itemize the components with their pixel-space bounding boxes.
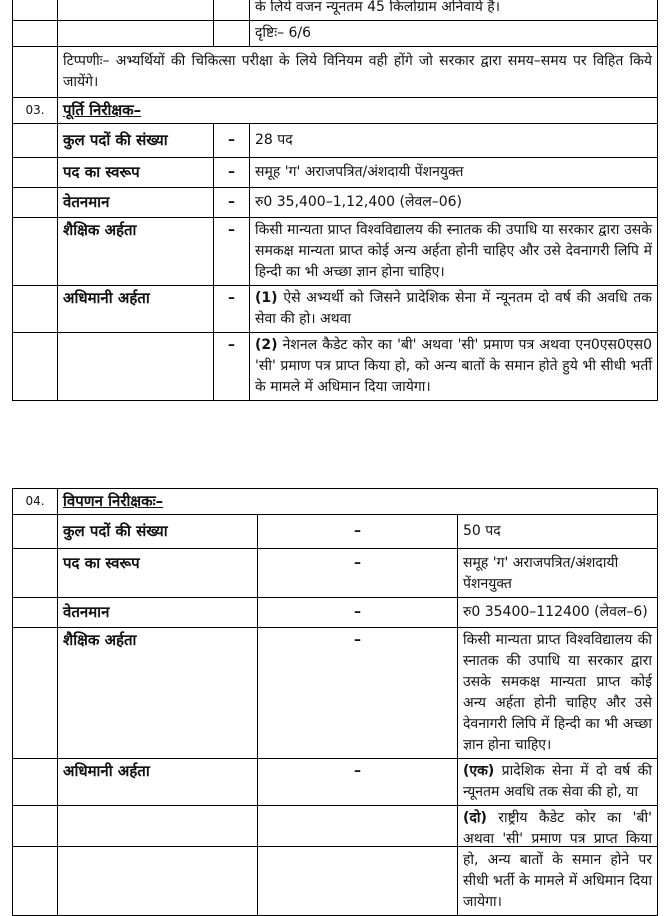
- pref-2-text: राष्ट्रीय कैडेट कोर का 'बी' अथवा 'सी' प्रमाण पत्र प्राप्त किया हो, अन्य बातों के समान होने पर सीधी भर्ती के मामले में अधिमान दिया जायेगा।: [463, 810, 653, 910]
- pref-label: अधिमानी अर्हता: [58, 286, 214, 333]
- edu-value: किसी मान्यता प्राप्त विश्वविद्यालय की स्नातक की उपाधि या सरकार द्वारा उसके समकक्ष मान्यता प्राप्त कोई अन्य अर्हता होनी चाहिए और उसे देवनागरी लिपि में हिन्दी का भी अच्छा ज्ञान होना चाहिए।: [250, 218, 658, 286]
- nature-row: [13, 158, 658, 188]
- pay-label: वेतनमान: [58, 598, 258, 628]
- dash: –: [214, 124, 250, 158]
- pay-row: [13, 598, 658, 628]
- pref-2-text: नेशनल कैडेट कोर का 'बी' अथवा 'सी' प्रमाण पत्र अथवा एन0एस0एस0 'सी' प्रमाण पत्र प्राप्त किया हो, को अन्य बातों के समान होते हुये भी सीधी भर्ती के मामले में अधिमान दिया जायेगा।: [255, 337, 652, 395]
- section-title: पूर्ति निरीक्षक–: [58, 98, 658, 124]
- weight-text: के लिये वजन न्यूनतम 45 किलोग्राम अनिवार्य है।: [250, 0, 658, 21]
- pref-1-text: ऐसे अभ्यर्थी को जिसने प्रादेशिक सेना में न्यूनतम दो वर्ष की अवधि तक सेवा की हो। अथवा: [255, 290, 652, 327]
- dash: –: [214, 286, 250, 333]
- posts-value: 50 पद: [458, 515, 658, 549]
- posts-value: 28 पद: [250, 124, 658, 158]
- pay-label: वेतनमान: [58, 188, 214, 218]
- posts-label: कुल पदों की संख्या: [58, 515, 258, 549]
- posts-row: [13, 124, 658, 158]
- dash: –: [214, 218, 250, 286]
- section-number: 04.: [13, 489, 58, 515]
- nature-label: पद का स्वरूप: [58, 158, 214, 188]
- nature-row: [13, 549, 658, 598]
- edu-row: [13, 628, 658, 759]
- posts-row: [13, 515, 658, 549]
- section-title: विपणन निरीक्षकः–: [58, 489, 658, 515]
- pref-1-value: [250, 286, 658, 333]
- pref-label: अधिमानी अर्हता: [58, 759, 258, 806]
- pref-row-2: [13, 806, 658, 916]
- section-3-header: [13, 98, 658, 124]
- dash: –: [258, 598, 458, 628]
- pay-value: रु0 35,400–1,12,400 (लेवल–06): [250, 188, 658, 218]
- pay-value: रु0 35400–112400 (लेवल–6): [458, 598, 658, 628]
- nature-value: समूह 'ग' अराजपत्रित/अंशदायी पेंशनयुक्त: [250, 158, 658, 188]
- edu-label: शैक्षिक अर्हता: [58, 218, 214, 286]
- pref-2-number: (2): [255, 337, 278, 353]
- pref-1-text: प्रादेशिक सेना में दो वर्ष की न्यूनतम अवधि तक सेवा की हो, या: [463, 763, 652, 800]
- pref-2-value: [458, 806, 658, 916]
- dash: –: [214, 188, 250, 218]
- dash: –: [258, 515, 458, 549]
- section-3-table: [12, 0, 658, 401]
- pref-2-value: [250, 333, 658, 401]
- dash: –: [258, 549, 458, 598]
- edu-label: शैक्षिक अर्हता: [58, 628, 258, 759]
- pref-row-1: [13, 759, 658, 806]
- pref-1-number: (1): [255, 290, 278, 306]
- nature-label: पद का स्वरूप: [58, 549, 258, 598]
- weight-row: [13, 0, 658, 21]
- bottom-rule: [12, 846, 658, 847]
- dash: –: [258, 759, 458, 806]
- nature-value: समूह 'ग' अराजपत्रित/अंशदायी पेंशनयुक्त: [458, 549, 658, 598]
- pay-row: [13, 188, 658, 218]
- pref-row-1: [13, 286, 658, 333]
- pref-row-2: [13, 333, 658, 401]
- note-row: [13, 47, 658, 98]
- vision-row: [13, 21, 658, 47]
- edu-value: किसी मान्यता प्राप्त विश्वविद्यालय की स्नातक की उपाधि या सरकार द्वारा उसके समकक्ष मान्यता प्राप्त कोई अन्य अर्हता होनी चाहिए और उसे देवनागरी लिपि में हिन्दी का भी अच्छा ज्ञान होना चाहिए।: [458, 628, 658, 759]
- pref-1-number: (एक): [463, 763, 495, 779]
- section-4-header: [13, 489, 658, 515]
- pref-2-number: (दो): [463, 810, 487, 826]
- posts-label: कुल पदों की संख्या: [58, 124, 214, 158]
- note-text: टिप्पणीः– अभ्यर्थियों की चिकित्सा परीक्षा के लिये विनियम वही होंगे जो सरकार द्वारा समय–समय पर विहित किये जायेंगे।: [58, 47, 658, 98]
- vision-text: दृष्टिः– 6/6: [250, 21, 658, 47]
- dash: –: [214, 333, 250, 401]
- edu-row: [13, 218, 658, 286]
- pref-1-value: [458, 759, 658, 806]
- dash: –: [214, 158, 250, 188]
- section-number: 03.: [13, 98, 58, 124]
- dash: –: [258, 628, 458, 759]
